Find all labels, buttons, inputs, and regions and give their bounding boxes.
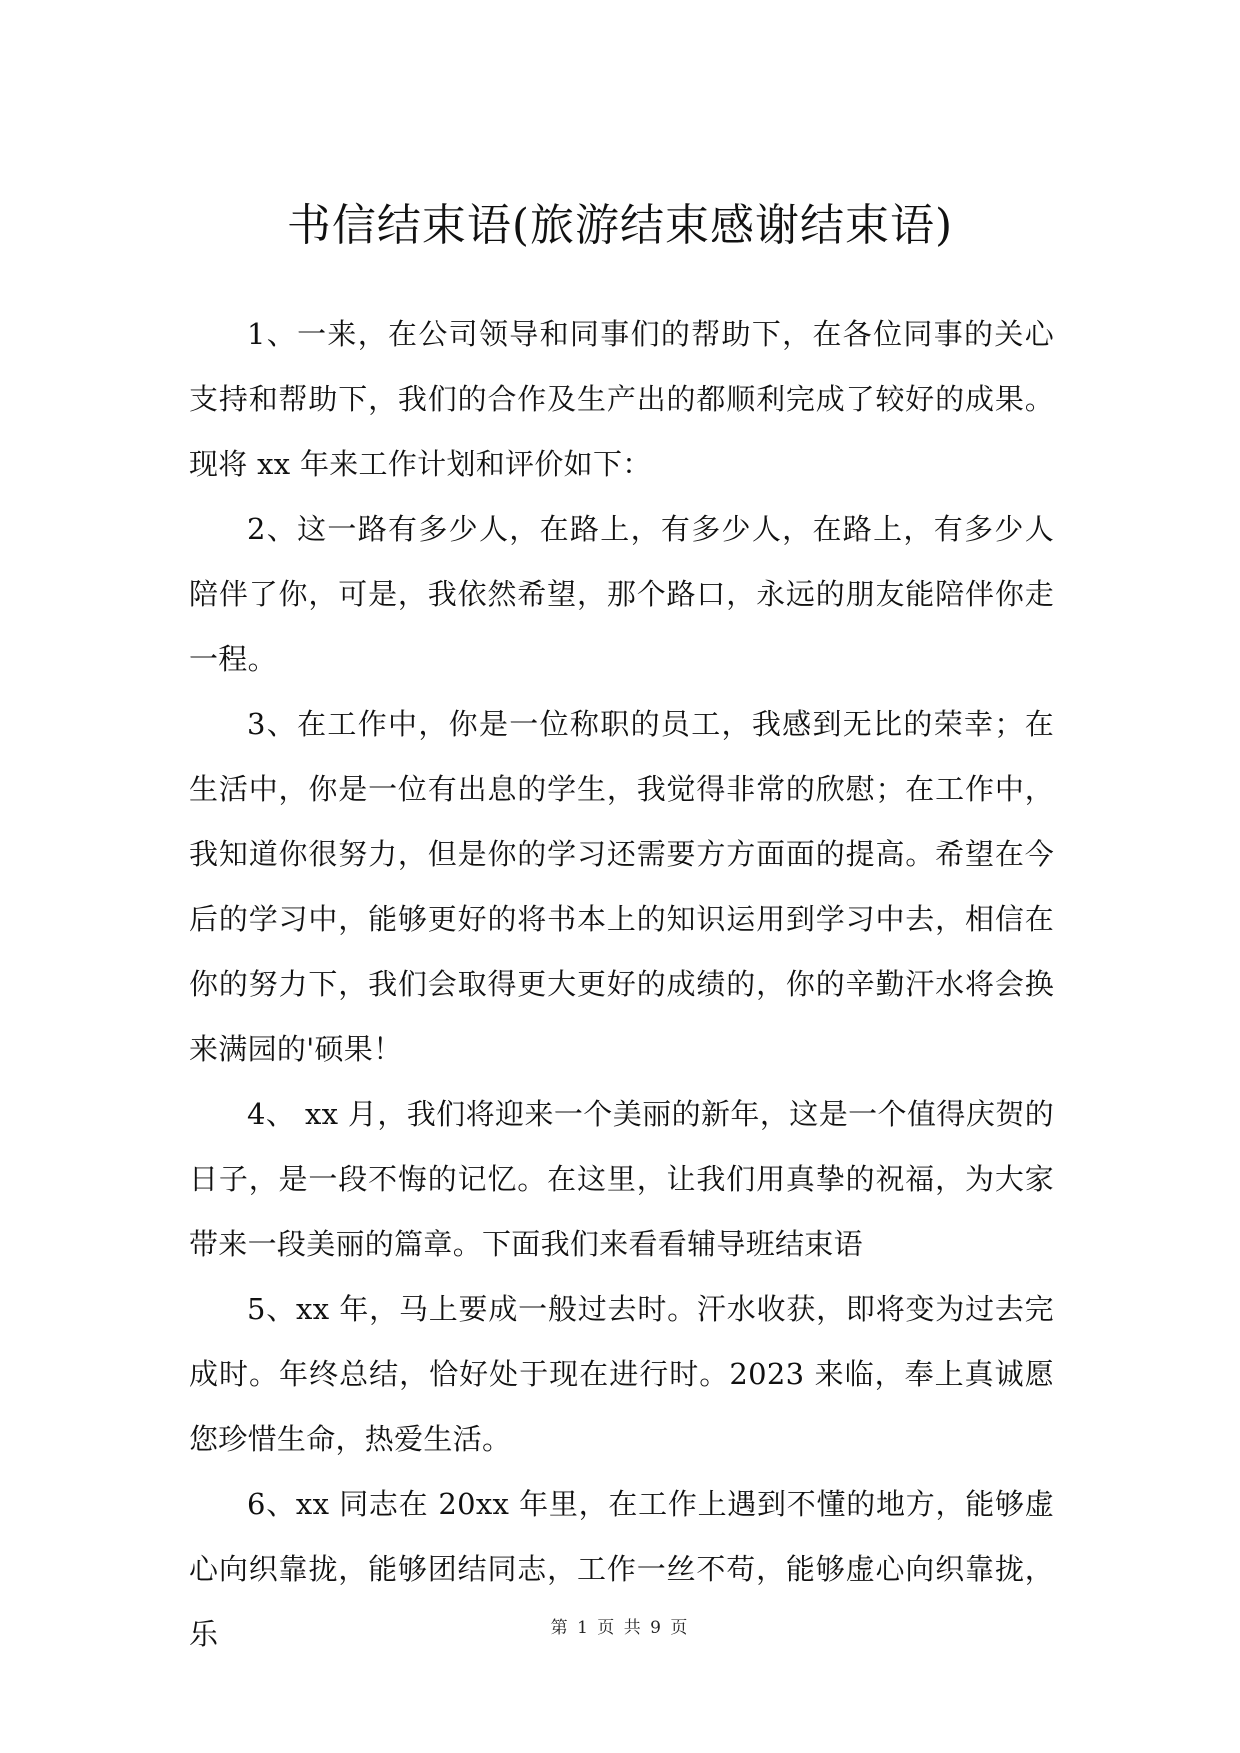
paragraph-5: 5、xx 年，马上要成一般过去时。汗水收获，即将变为过去完成时。年终总结，恰好处于现在进行时。2023 来临，奉上真诚愿您珍惜生命，热爱生活。 [189, 1292, 1054, 1456]
paragraph-2: 2、这一路有多少人，在路上，有多少人，在路上，有多少人陪伴了你，可是，我依然希望，那个路口，永远的朋友能陪伴你走一程。 [189, 512, 1054, 676]
paragraph-1: 1、一来，在公司领导和同事们的帮助下，在各位同事的关心支持和帮助下，我们的合作及生产出的都顺利完成了较好的成果。现将 xx 年来工作计划和评价如下： [189, 317, 1054, 481]
document-body [189, 302, 1054, 1667]
paragraph-6: 6、xx 同志在 20xx 年里，在工作上遇到不懂的地方，能够虚心向织靠拢，能够团结同志，工作一丝不苟，能够虚心向织靠拢，乐 [189, 1487, 1054, 1651]
page-title: 书信结束语(旅游结束感谢结束语) [286, 200, 954, 251]
paragraph-4: 4、 xx 月，我们将迎来一个美丽的新年，这是一个值得庆贺的日子，是一段不悔的记忆。在这里，让我们用真挚的祝福，为大家带来一段美丽的篇章。下面我们来看看辅导班结束语 [189, 1097, 1054, 1261]
page-number-footer: 第 1 页 共 9 页 [550, 1618, 690, 1638]
paragraph-3: 3、在工作中，你是一位称职的员工，我感到无比的荣幸；在生活中，你是一位有出息的学生，我觉得非常的欣慰；在工作中，我知道你很努力，但是你的学习还需要方方面面的提高。希望在今后的学习中，能够更好的将书本上的知识运用到学习中去，相信在你的努力下，我们会取得更大更好的成绩的，你的辛勤汗水将会换来满园的'硕果！ [189, 707, 1054, 1066]
